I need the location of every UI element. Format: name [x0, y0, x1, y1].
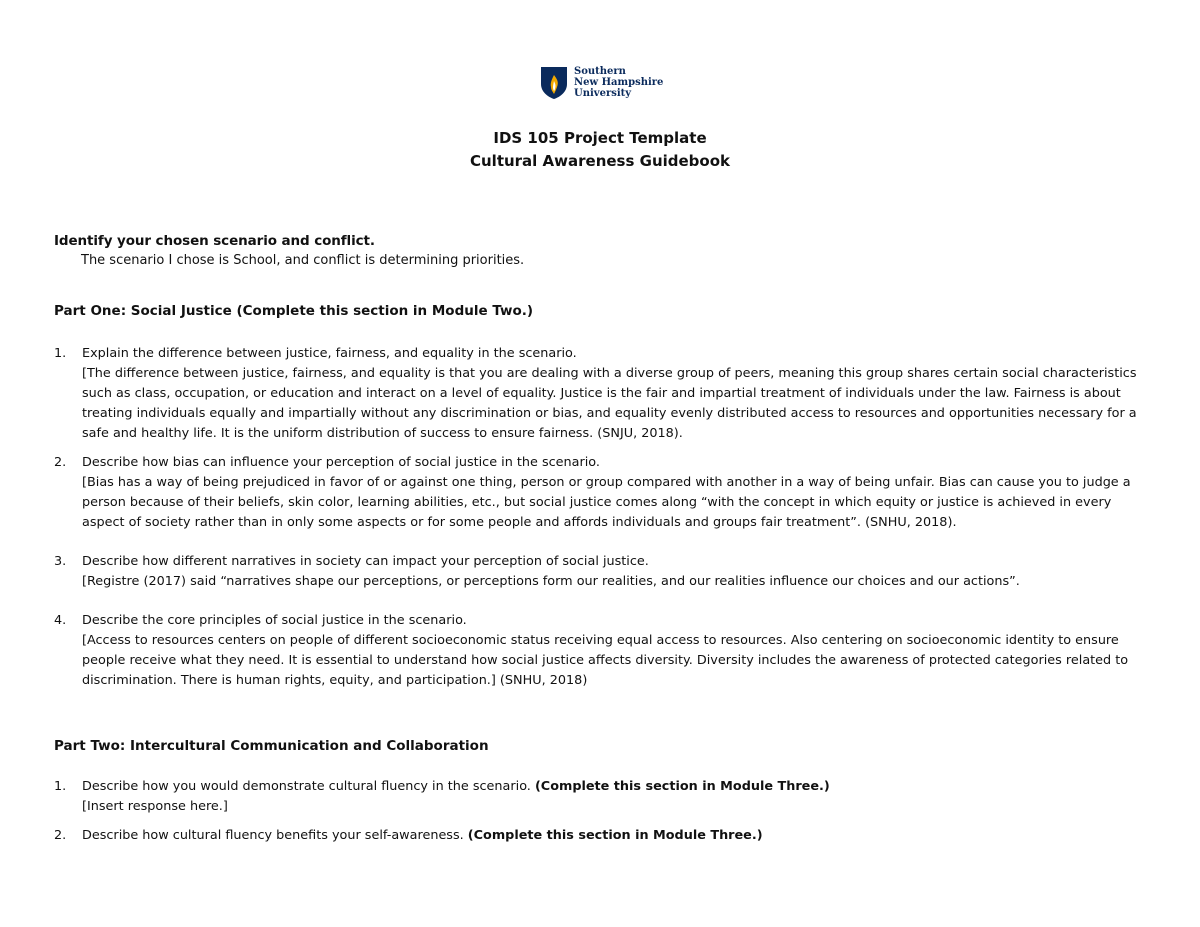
- scenario-answer: The scenario I chose is School, and conflict is determining priorities.: [81, 253, 525, 268]
- part-one-item-3: [54, 552, 1144, 592]
- part-one-item-1: [54, 344, 1144, 444]
- item-answer: [The difference between justice, fairness, and equality is that you are dealing with a diverse group of peers, meaning this group shares certain social characteristics such as class, occupation, or education and interact on a level of equality. Justice is the fair and impartial treatment of individuals under the law. Fairness is about treating individuals equally and impartially without any discrimination or bias, and equality evenly distributed access to resources and opportunities necessary for a safe and healthy life. It is the uniform distribution of success to ensure fairness. (SNJU, 2018).: [82, 366, 1137, 441]
- list-number: 2.: [54, 455, 67, 470]
- part-one-heading: Part One: Social Justice (Complete this section in Module Two.): [54, 303, 534, 319]
- document-title: [0, 127, 1200, 173]
- module-note: (Complete this section in Module Three.): [467, 828, 763, 843]
- module-note: (Complete this section in Module Three.): [534, 779, 830, 794]
- part-two-item-2: [54, 826, 1144, 846]
- list-number: 2.: [54, 828, 67, 843]
- title-line-2: Cultural Awareness Guidebook: [469, 152, 731, 170]
- logo-line-2: New Hampshire: [574, 77, 664, 88]
- title-line-1: IDS 105 Project Template: [493, 129, 707, 147]
- item-prompt: Explain the difference between justice, fairness, and equality in the scenario.: [82, 346, 577, 361]
- shield-flame-icon: [540, 66, 568, 100]
- part-one-item-2: [54, 453, 1144, 533]
- scenario-heading: Identify your chosen scenario and conflict.: [54, 233, 375, 249]
- item-prompt-text: Describe how you would demonstrate cultural fluency in the scenario.: [82, 779, 531, 794]
- item-answer: [Access to resources centers on people of different socioeconomic status receiving equal access to resources. Also centering on socioeconomic identity to ensure people receive what they need. It is essential to understand how social justice affects diversity. Diversity includes the awareness of protected categories related to discrimination. There is human rights, equity, and participation.] (SNHU, 2018): [82, 633, 1129, 688]
- logo-line-1: Southern: [574, 66, 626, 77]
- part-one-item-4: [54, 611, 1144, 691]
- document-body: [54, 231, 1144, 846]
- item-answer: [Registre (2017) said “narratives shape our perceptions, or perceptions form our realities, and our realities influence our choices and our actions”.: [82, 574, 1020, 589]
- item-answer: [Insert response here.]: [82, 799, 228, 814]
- part-two-item-1: [54, 777, 1144, 817]
- item-prompt: Describe how bias can influence your perception of social justice in the scenario.: [82, 455, 600, 470]
- item-prompt: Describe how different narratives in society can impact your perception of social justice.: [82, 554, 649, 569]
- list-number: 4.: [54, 613, 67, 628]
- list-number: 3.: [54, 554, 67, 569]
- item-prompt-text: Describe how cultural fluency benefits your self-awareness.: [82, 828, 464, 843]
- list-number: 1.: [54, 346, 67, 361]
- item-prompt: [82, 777, 1144, 797]
- item-prompt: [82, 826, 1144, 846]
- logo-line-3: University: [574, 88, 632, 99]
- list-number: 1.: [54, 779, 67, 794]
- snhu-logo: [540, 66, 663, 100]
- part-two-heading: Part Two: Intercultural Communication and Collaboration: [54, 738, 489, 754]
- logo-wordmark: [574, 66, 663, 99]
- item-prompt: Describe the core principles of social justice in the scenario.: [82, 613, 467, 628]
- item-answer: [Bias has a way of being prejudiced in favor of or against one thing, person or group compared with another in a way of being unfair. Bias can cause you to judge a person because of their beliefs, skin color, learning abilities, etc., but social justice comes along “with the concept in which equity or justice is achieved in every aspect of society rather than in only some aspects or for some people and affords individuals and groups fair treatment”. (SNHU, 2018).: [82, 475, 1131, 530]
